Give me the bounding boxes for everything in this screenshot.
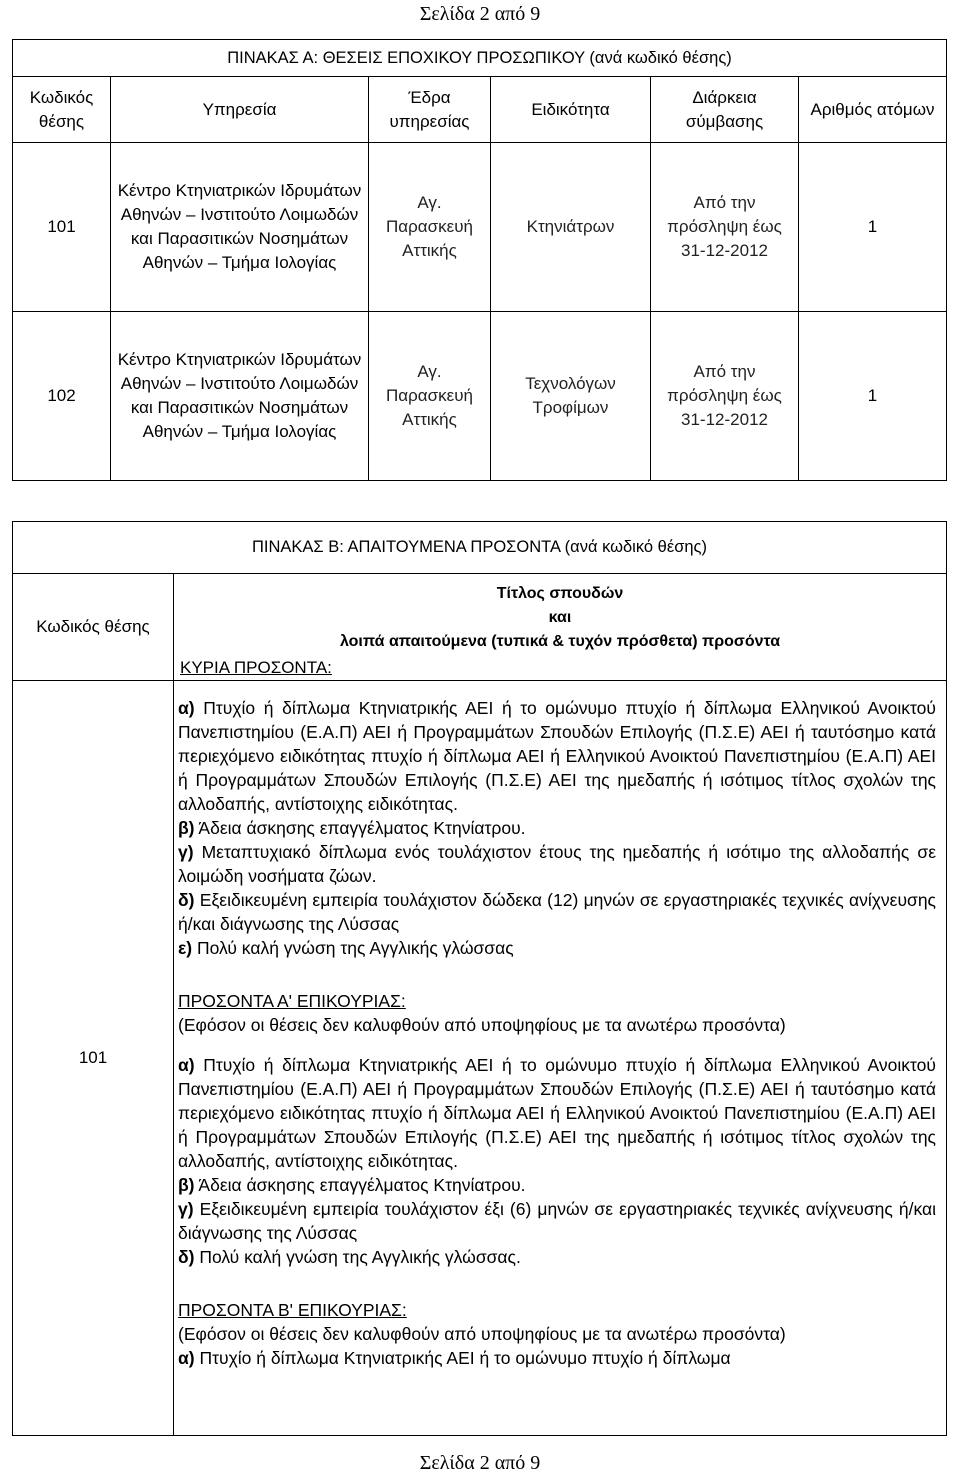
aux-a-item-d: δ) Πολύ καλή γνώση της Αγγλικής γλώσσας. <box>178 1247 521 1267</box>
row-count: 1 <box>799 143 947 312</box>
header-count: Αριθμός ατόμων <box>799 77 947 143</box>
table-a-seasonal-positions <box>12 39 947 481</box>
requirements-title-line3: λοιπά απαιτούμενα (τυπικά & τυχόν πρόσθετα) προσόντα <box>339 633 781 650</box>
table-a-header-row <box>13 77 947 143</box>
main-item-c: γ) Μεταπτυχιακό δίπλωμα ενός τουλάχιστον έτους της ημεδαπής ή ισότιμο της αλλοδαπής σε λοιμώδη νοσήματα ζώων. <box>178 842 936 886</box>
requirements-title-line1: Τίτλος σπουδών <box>496 585 624 602</box>
table-b-code-header: Κωδικός θέσης <box>13 574 174 681</box>
aux-a-item-b: β) Άδεια άσκησης επαγγέλματος Κτηνίατρου. <box>178 1175 526 1195</box>
page-number-header: Σελίδα 2 από 9 <box>419 3 541 25</box>
aux-a-note: (Εφόσον οι θέσεις δεν καλυφθούν από υποψηφίους με τα ανωτέρω προσόντα) <box>178 1015 786 1035</box>
row-code: 102 <box>13 312 111 481</box>
main-qualifications-label: ΚΥΡΙΑ ΠΡΟΣΟΝΤΑ: <box>180 658 332 677</box>
row-specialty: Τεχνολόγων Τροφίμων <box>491 312 651 481</box>
table-b-title: ΠΙΝΑΚΑΣ Β: ΑΠΑΙΤΟΥΜΕΝΑ ΠΡΟΣΟΝΤΑ (ανά κωδικό θέσης) <box>13 522 947 574</box>
aux-b-item-a: α) Πτυχίο ή δίπλωμα Κτηνιατρικής ΑΕΙ ή το ομώνυμο πτυχίο ή δίπλωμα <box>178 1348 731 1368</box>
page-number-footer: Σελίδα 2 από 9 <box>419 1452 541 1474</box>
table-b-required-qualifications <box>12 521 947 1436</box>
aux-b-heading: ΠΡΟΣΟΝΤΑ Β' ΕΠΙΚΟΥΡΙΑΣ: <box>178 1300 407 1320</box>
row-seat: Αγ. Παρασκευή Αττικής <box>369 143 491 312</box>
header-duration: Διάρκεια σύμβασης <box>651 77 799 143</box>
row-service: Κέντρο Κτηνιατρικών Ιδρυμάτων Αθηνών – Ινστιτούτο Λοιμωδών και Παρασιτικών Νοσημάτων Αθηνών – Τμήμα Ιολογίας <box>111 143 369 312</box>
table-b-requirements-header <box>174 574 947 681</box>
row-duration: Από την πρόσληψη έως 31-12-2012 <box>651 312 799 481</box>
table-b-qualifications-text <box>174 681 947 1436</box>
aux-a-item-c: γ) Εξειδικευμένη εμπειρία τουλάχιστον έξι (6) μηνών σε εργαστηριακές τεχνικές ανίχνευσης ή/και διάγνωσης της Λύσσας <box>178 1199 936 1243</box>
table-a-title: ΠΙΝΑΚΑΣ Α: ΘΕΣΕΙΣ ΕΠΟΧΙΚΟΥ ΠΡΟΣΩΠΙΚΟΥ (ανά κωδικό θέσης) <box>13 40 947 77</box>
row-count: 1 <box>799 312 947 481</box>
header-specialty: Ειδικότητα <box>491 77 651 143</box>
table-row <box>13 143 947 312</box>
main-item-b: β) Άδεια άσκησης επαγγέλματος Κτηνίατρου. <box>178 818 526 838</box>
header-seat: Έδρα υπηρεσίας <box>369 77 491 143</box>
header-code: Κωδικός θέσης <box>13 77 111 143</box>
aux-b-note: (Εφόσον οι θέσεις δεν καλυφθούν από υποψηφίους με τα ανωτέρω προσόντα) <box>178 1324 786 1344</box>
table-row <box>13 312 947 481</box>
row-duration: Από την πρόσληψη έως 31-12-2012 <box>651 143 799 312</box>
row-code: 101 <box>13 143 111 312</box>
main-item-e: ε) Πολύ καλή γνώση της Αγγλικής γλώσσας <box>178 938 514 958</box>
aux-a-heading: ΠΡΟΣΟΝΤΑ Α' ΕΠΙΚΟΥΡΙΑΣ: <box>178 991 406 1011</box>
row-service: Κέντρο Κτηνιατρικών Ιδρυμάτων Αθηνών – Ινστιτούτο Λοιμωδών και Παρασιτικών Νοσημάτων Αθηνών – Τμήμα Ιολογίας <box>111 312 369 481</box>
row-specialty: Κτηνιάτρων <box>491 143 651 312</box>
row-seat: Αγ. Παρασκευή Αττικής <box>369 312 491 481</box>
main-item-d: δ) Εξειδικευμένη εμπειρία τουλάχιστον δώδεκα (12) μηνών σε εργαστηριακές τεχνικές ανίχνευσης ή/και διάγνωσης της Λύσσας <box>178 890 936 934</box>
header-service: Υπηρεσία <box>111 77 369 143</box>
main-item-a: α) Πτυχίο ή δίπλωμα Κτηνιατρικής ΑΕΙ ή το ομώνυμο πτυχίο ή δίπλωμα Ελληνικού Ανοικτού Πανεπιστημίου (Ε.Α.Π) ΑΕΙ ή Προγραμμάτων Σπουδών Επιλογής (Π.Σ.Ε) ΑΕΙ ή ταυτόσημο κατά περιεχόμενο ειδικότητας πτυχίο ή δίπλωμα ΑΕΙ ή Ελληνικού Ανοικτού Πανεπιστημίου (Ε.Α.Π) ΑΕΙ ή Προγραμμάτων Σπουδών Επιλογής (Π.Σ.Ε) ΑΕΙ της ημεδαπής ή ισότιμος τίτλος σχολών της αλλοδαπής, αντίστοιχης ειδικότητας. <box>178 698 936 814</box>
requirements-title <box>180 574 940 654</box>
requirements-title-line2: και <box>548 609 572 626</box>
table-b-row-code: 101 <box>13 681 174 1436</box>
aux-a-item-a: α) Πτυχίο ή δίπλωμα Κτηνιατρικής ΑΕΙ ή το ομώνυμο πτυχίο ή δίπλωμα Ελληνικού Ανοικτού Πανεπιστημίου (Ε.Α.Π) ΑΕΙ ή Προγραμμάτων Σπουδών Επιλογής (Π.Σ.Ε) ΑΕΙ ή ταυτόσημο κατά περιεχόμενο ειδικότητας πτυχίο ή δίπλωμα ΑΕΙ ή Ελληνικού Ανοικτού Πανεπιστημίου (Ε.Α.Π) ΑΕΙ ή Προγραμμάτων Σπουδών Επιλογής (Π.Σ.Ε) ΑΕΙ της ημεδαπής ή ισότιμος τίτλος σχολών της αλλοδαπής, αντίστοιχης ειδικότητας. <box>178 1055 936 1171</box>
